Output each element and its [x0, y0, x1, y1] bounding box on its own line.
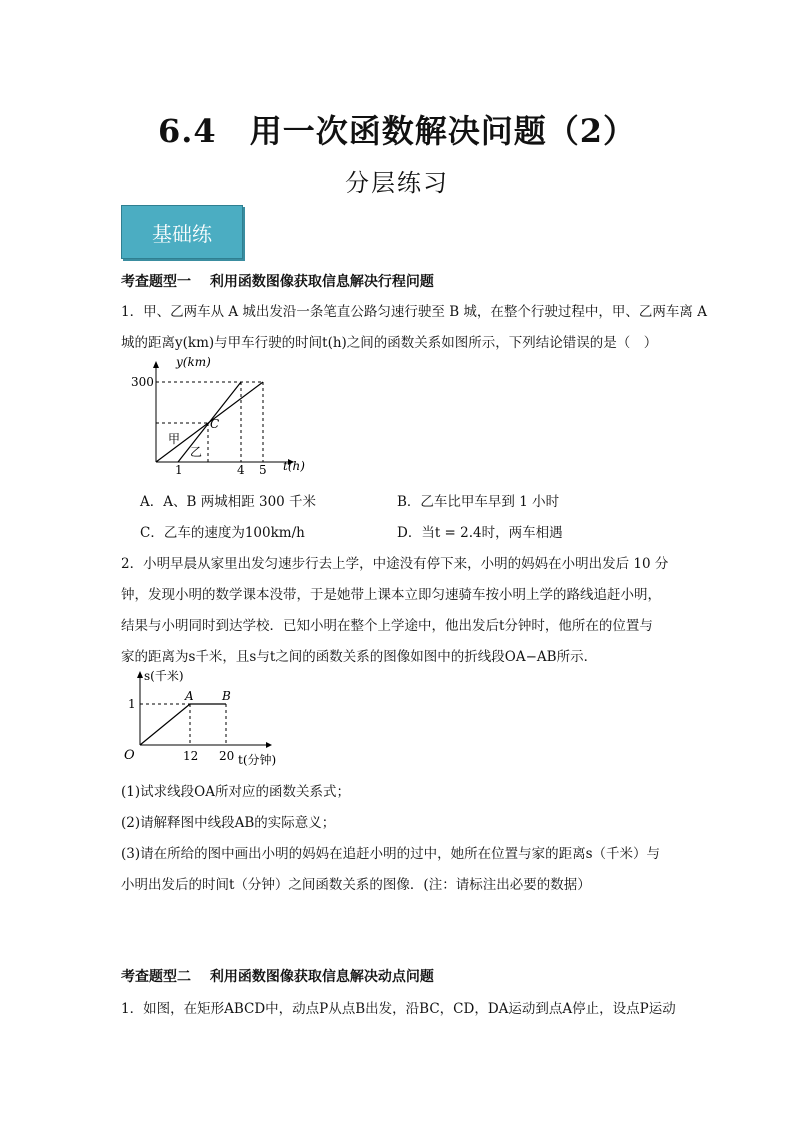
- q1-x-tick-5: 5: [259, 463, 267, 477]
- q1-text-line-2: 城的距离y(km)与甲车行驶的时间t(h)之间的函数关系如图所示，下列结论错误的是（ ）: [121, 335, 658, 351]
- q1-label-c: C: [210, 417, 220, 431]
- q1-x-tick-4: 4: [237, 463, 245, 477]
- q1-option-d[interactable]: D．当t = 2.4时，两车相遇: [397, 525, 563, 541]
- s2-q1-text-line-1: 1．如图，在矩形ABCD中，动点P从点B出发，沿BC，CD，DA运动到点A停止，设点P运动: [121, 1001, 676, 1017]
- q2-x-label: t(分钟): [238, 753, 277, 767]
- q2-text-line-4: 家的距离为s千米，且s与t之间的函数关系的图像如图中的折线段OA−AB所示．: [121, 649, 598, 665]
- q1-x-tick-1: 1: [175, 463, 183, 477]
- q2-y-label: s(千米): [144, 669, 184, 683]
- section-heading-1: 考查题型一 利用函数图像获取信息解决行程问题: [121, 274, 434, 290]
- q1-y-tick-300: 300: [131, 375, 154, 389]
- q1-option-b[interactable]: B．乙车比甲车早到 1 小时: [397, 494, 560, 510]
- q2-x-arrow: [266, 742, 272, 748]
- section-heading-2: 考查题型二 利用函数图像获取信息解决动点问题: [121, 969, 434, 985]
- q1-x-label: t(h): [283, 459, 305, 473]
- q1-option-c[interactable]: C．乙车的速度为100km/h: [140, 525, 305, 541]
- q2-text-line-3: 结果与小明同时到达学校．已知小明在整个上学途中，他出发后t分钟时，他所在的位置与: [121, 618, 653, 634]
- page-title: 6.4 用一次函数解决问题（2）: [158, 112, 636, 150]
- q2-text-line-1: 2．小明早晨从家里出发匀速步行去上学，中途没有停下来，小明的妈妈在小明出发后 10 分: [121, 556, 669, 572]
- q2-x-tick-12: 12: [183, 749, 199, 763]
- q2-label-b: B: [222, 689, 231, 703]
- q1-graph: [128, 356, 308, 478]
- q2-graph: [118, 664, 298, 776]
- q2-polyline-oa-ab: [140, 704, 226, 745]
- q2-label-a: A: [185, 689, 194, 703]
- q1-option-a[interactable]: A．A、B 两城相距 300 千米: [140, 494, 317, 510]
- level-badge: 基础练: [121, 205, 243, 259]
- q1-text-line-1: 1．甲、乙两车从 A 城出发沿一条笔直公路匀速行驶至 B 城，在整个行驶过程中，甲、乙两车离 A: [121, 304, 707, 320]
- q1-y-label: y(km): [176, 356, 211, 369]
- q1-y-arrow: [153, 361, 159, 368]
- q2-sub3-line-2: 小明出发后的时间t（分钟）之间函数关系的图像．(注：请标注出必要的数据）: [121, 877, 591, 893]
- q2-sub2: (2)请解释图中线段AB的实际意义；: [121, 815, 336, 831]
- q2-origin-label: O: [124, 748, 135, 763]
- q2-y-arrow: [137, 671, 143, 678]
- q1-label-yi: 乙: [190, 445, 203, 459]
- q2-text-line-2: 钟，发现小明的数学课本没带，于是她带上课本立即匀速骑车按小明上学的路线追赶小明，: [121, 587, 661, 603]
- q1-label-jia: 甲: [168, 432, 181, 446]
- q2-x-tick-20: 20: [219, 749, 235, 763]
- q2-y-tick-1: 1: [128, 697, 136, 711]
- q2-sub3-line-1: (3)请在所给的图中画出小明的妈妈在追赶小明的过中，她所在位置与家的距离s（千米）与: [121, 846, 661, 862]
- q2-sub1: (1)试求线段OA所对应的函数关系式；: [121, 784, 350, 800]
- page-subtitle: 分层练习: [345, 169, 449, 197]
